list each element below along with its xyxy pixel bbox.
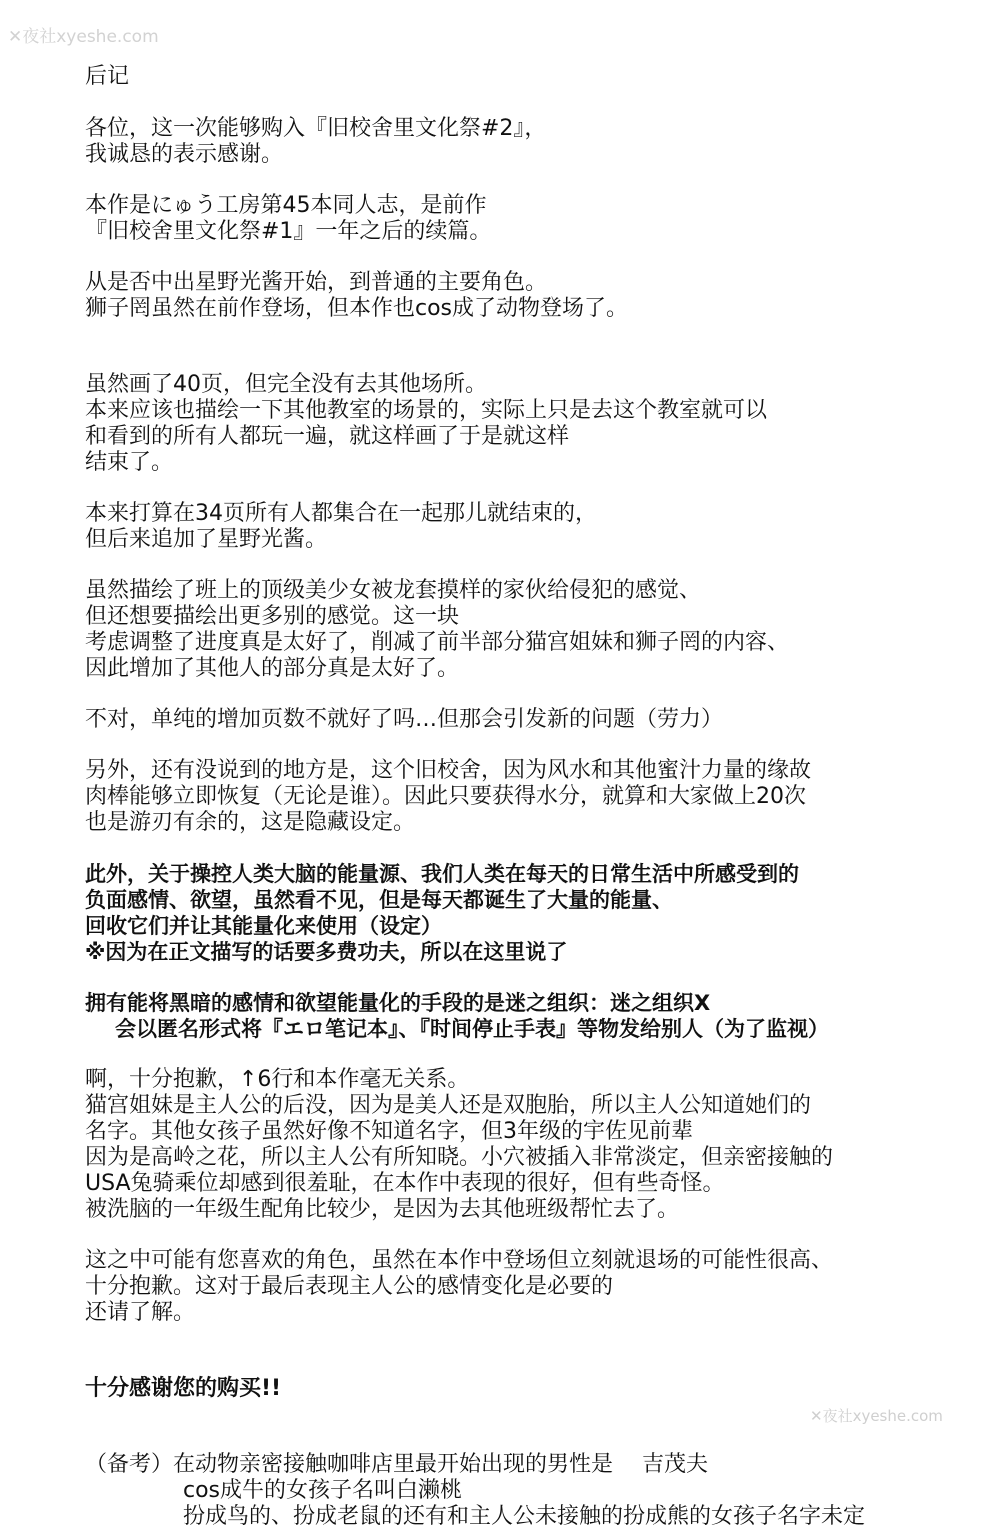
text-line: ※因为在正文描写的话要多费功夫，所以在这里说了: [85, 940, 568, 964]
paragraph-3: [85, 270, 965, 322]
paragraph-4: [85, 372, 965, 476]
remarks: [85, 1452, 965, 1530]
text-line: 被洗脑的一年级生配角比较少，是因为去其他班级帮忙去了。: [85, 1197, 680, 1222]
text-line: 本来打算在34页所有人都集合在一起那儿就结束的，: [85, 501, 597, 526]
text-line: 这之中可能有您喜欢的角色，虽然在本作中登场但立刻就退场的可能性很高、: [85, 1248, 834, 1273]
remarks-line: （备考）在动物亲密接触咖啡店里最开始出现的男性是 吉茂夫: [85, 1452, 708, 1477]
text-line: 和看到的所有人都玩一遍，就这样画了于是就这样: [85, 424, 570, 449]
text-line: 但后来追加了星野光酱。: [85, 527, 328, 552]
text-line: 考虑调整了进度真是太好了，削减了前半部分猫宫姐妹和狮子罔的内容、: [85, 630, 790, 655]
paragraph-6: [85, 578, 965, 682]
paragraph-2: [85, 193, 965, 245]
bold-paragraph-2: [85, 990, 965, 1042]
text-line: 狮子罔虽然在前作登场，但本作也cos成了动物登场了。: [85, 296, 629, 321]
text-line: 我诚恳的表示感谢。: [85, 142, 284, 167]
paragraph-7: [85, 707, 965, 733]
text-line: USA兔骑乘位却感到很羞耻，在本作中表现的很好，但有些奇怪。: [85, 1171, 725, 1196]
paragraph-9: [85, 1067, 965, 1223]
text-line: 负面感情、欲望，虽然看不见，但是每天都诞生了大量的能量、: [85, 888, 673, 912]
paragraph-5: [85, 501, 965, 553]
text-line: 『旧校舍里文化祭#1』一年之后的续篇。: [85, 219, 492, 244]
thanks-line: 十分感谢您的购买!!: [85, 1376, 282, 1401]
text-line: 此外，关于操控人类大脑的能量源、我们人类在每天的日常生活中所感受到的: [85, 862, 799, 886]
remarks-line: 扮成鸟的、扮成老鼠的还有和主人公未接触的扮成熊的女孩子名字未定: [183, 1504, 866, 1529]
remarks-line: cos成牛的女孩子名叫白濑桃: [183, 1478, 463, 1503]
text-line: 猫宫姐妹是主人公的后没，因为是美人还是双胞胎，所以主人公知道她们的: [85, 1093, 812, 1118]
watermark-bottom: ✕夜社xyeshe.com: [810, 1407, 943, 1425]
text-line: 因为是高岭之花，所以主人公有所知晓。小穴被插入非常淡定，但亲密接触的: [85, 1145, 834, 1170]
text-line: 本来应该也描绘一下其他教室的场景的，实际上只是去这个教室就可以: [85, 398, 768, 423]
text-line: 会以匿名形式将『エロ笔记本』、『时间停止手表』等物发给别人（为了监视）: [115, 1017, 829, 1041]
text-line: 也是游刃有余的，这是隐藏设定。: [85, 810, 416, 835]
watermark-top: ✕夜社xyeshe.com: [8, 27, 159, 47]
afterword-page: [85, 64, 965, 1530]
text-line: 拥有能将黑暗的感情和欲望能量化的手段的是迷之组织：迷之组织X: [85, 991, 711, 1015]
text-line: 本作是にゅう工房第45本同人志，是前作: [85, 193, 487, 218]
text-line: 从是否中出星野光酱开始，到普通的主要角色。: [85, 270, 548, 295]
text-line: 虽然描绘了班上的顶级美少女被龙套摸样的家伙给侵犯的感觉、: [85, 578, 702, 603]
bold-paragraph-1: [85, 861, 965, 965]
text-line: 肉棒能够立即恢复（无论是谁）。因此只要获得水分，就算和大家做上20次: [85, 784, 806, 809]
page-title: 后记: [85, 64, 130, 89]
text-line: 因此增加了其他人的部分真是太好了。: [85, 656, 460, 681]
text-line: 各位，这一次能够购入『旧校舍里文化祭#2』，: [85, 116, 547, 141]
text-line: 还请了解。: [85, 1300, 196, 1325]
paragraph-8: [85, 758, 965, 836]
text-line: 啊，十分抱歉，↑6行和本作毫无关系。: [85, 1067, 470, 1092]
text-line: 不对，单纯的增加页数不就好了吗…但那会引发新的问题（劳力）: [85, 707, 724, 732]
text-line: 回收它们并让其能量化来使用（设定）: [85, 914, 442, 938]
text-line: 十分抱歉。这对于最后表现主人公的感情变化是必要的: [85, 1274, 614, 1299]
paragraph-1: [85, 116, 965, 168]
text-line: 另外，还有没说到的地方是，这个旧校舍，因为风水和其他蜜汁力量的缘故: [85, 758, 812, 783]
text-line: 但还想要描绘出更多别的感觉。这一块: [85, 604, 460, 629]
paragraph-10: [85, 1248, 965, 1326]
text-line: 名字。其他女孩子虽然好像不知道名字，但3年级的宇佐见前辈: [85, 1119, 693, 1144]
text-line: 结束了。: [85, 450, 174, 475]
text-line: 虽然画了40页，但完全没有去其他场所。: [85, 372, 487, 397]
